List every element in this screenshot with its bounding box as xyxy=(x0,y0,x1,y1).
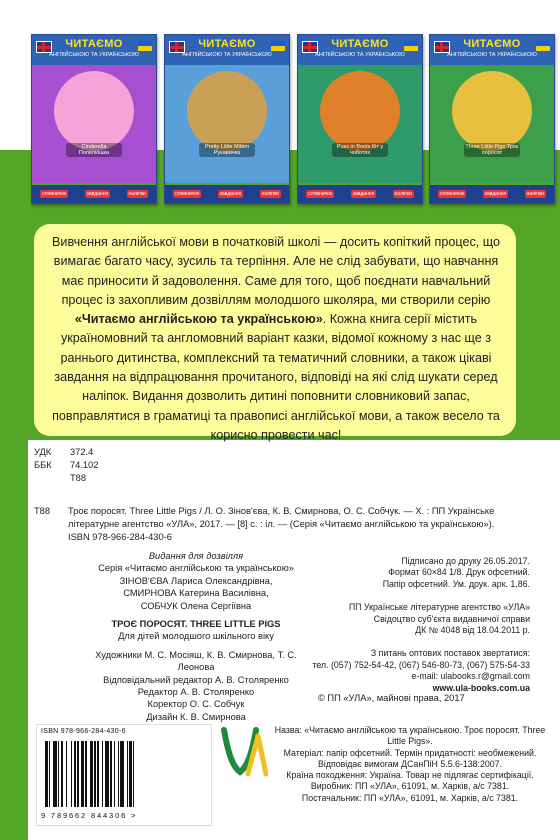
udk-row: УДК 372.4 xyxy=(34,447,94,457)
ua-flag-icon xyxy=(271,41,285,51)
cover-title: ЧИТАЄМО xyxy=(65,38,123,50)
cover-subtitle: АНГЛІЙСЬКОЮ ТА УКРАЇНСЬКОЮ xyxy=(315,52,405,58)
cover-tabs: словничок завдання наліпки xyxy=(165,185,289,203)
cover-illustration xyxy=(320,71,400,151)
series-name: «Читаємо англійською та українською» xyxy=(74,312,323,327)
book-cover xyxy=(429,34,555,204)
ua-flag-icon xyxy=(404,41,418,51)
cover-story-name: Cinderella Попелюшка xyxy=(66,143,122,157)
barcode xyxy=(36,724,212,826)
book-cover xyxy=(164,34,290,204)
cover-story-name: Three Little Pigs Троє поросят xyxy=(465,144,519,156)
cover-title: ЧИТАЄМО xyxy=(463,38,521,50)
intro-text: Вивчення англійської мови в початковій школі — досить копіткий процес, що вимагає багато часу, зусиль та терпіння. Але не слід забувати, що навчання має приносити й задоволення. Саме для того, щоб поєднати навчальний процес із захопливим дозвіллям молодшого школяра, ми створили серію «Читаємо англійською та українською». Кожна книга серії містить україномовний та англомовний варіант казки, відомої кожному з нас ще з раннього дитинства, комплексний та тематичний словники, а також цікаві завдання на відпрацювання прочитаного, відповіді на які слід шукати серед наліпок. Видання дозволить дитині поповнити словниковий запас, повправлятися в граматиці та правописі англійської мови, а також весело та корисно провести час! xyxy=(52,235,500,442)
ua-flag-icon xyxy=(138,41,152,51)
edition-title: ТРОЄ ПОРОСЯТ. THREE LITTLE PIGS xyxy=(111,619,281,630)
cover-illustration xyxy=(187,71,267,151)
book-cover xyxy=(31,34,157,204)
biblio-text: Троє поросят. Three Little Pigs / Л. О. Зінов'єва, К. В. Смирнова, О. С. Собчук. — Х. : ПП Українське літературне агентство «УЛА», 2017. — [8] с. : іл. — (Серія «Читаємо англійською та українською»). ISBN 978-966-284-430-6 xyxy=(68,505,516,544)
cover-title: ЧИТАЄМО xyxy=(198,38,256,50)
cover-subtitle: АНГЛІЙСЬКОЮ ТА УКРАЇНСЬКОЮ xyxy=(447,52,537,58)
barcode-digits: 9 789662 844306 > xyxy=(41,811,138,820)
edition-info: Видання для дозвілля Серія «Читаємо англійською та українською» ЗІНОВ'ЄВА Лариса Олександрівна, СМИРНОВА Катерина Василівна, СОБЧУК Олена Сергіївна ТРОЄ ПОРОСЯТ. THREE LITTLE PIGS Для дітей молодшого шкільного віку Художники М. С. Мосіяш, К. В. Смирнова, Т. С. Леонова Відповідальний редактор А. В. Столяренко Редактор А. В. Столяренко Коректор О. С. Собчук Дизайн К. В. Смирнова xyxy=(82,550,310,723)
cover-tabs: словничок завдання наліпки xyxy=(298,185,422,203)
cover-tabs: словничок завдання наліпки xyxy=(430,185,554,203)
barcode-isbn: ISBN 978-966-284-430-6 xyxy=(41,728,126,735)
cover-subtitle: АНГЛІЙСЬКОЮ ТА УКРАЇНСЬКОЮ xyxy=(182,52,272,58)
cover-subtitle: АНГЛІЙСЬКОЮ ТА УКРАЇНСЬКОЮ xyxy=(49,52,139,58)
biblio-isbn: ISBN 978-966-284-430-6 xyxy=(68,532,172,542)
copyright: © ПП «УЛА», майнові права, 2017 xyxy=(318,693,465,703)
cover-illustration xyxy=(54,71,134,151)
cover-story-name: Puss in Boots Кіт у чоботях xyxy=(332,143,388,157)
catalog-codes xyxy=(34,446,106,485)
cover-title: ЧИТАЄМО xyxy=(331,38,389,50)
cover-tabs: словничок завдання наліпки xyxy=(32,185,156,203)
barcode-bars xyxy=(45,741,205,807)
print-info: Підписано до друку 26.05.2017. Формат 60×84 1/8. Друк офсетний. Папір офсетний. Ум. друк. арк. 1,86. ПП Українське літературне агентство «УЛА» Свідоцтво суб'єкта видавничої справи ДК № 4048 від 18.04.2011 р. З питань оптових поставок звертатися: тел. (057) 752-54-42, (067) 546-80-73, (067) 575-54-33 e-mail: ulabooks.r@gmail.com www.ula-books.com.ua xyxy=(312,556,530,693)
ula-logo-icon xyxy=(218,722,268,782)
intro-panel xyxy=(34,224,516,442)
cover-illustration xyxy=(452,71,532,151)
product-info: Назва: «Читаємо англійською та українською. Троє поросят. Three Little Pigs». Матеріал: папір офсетний. Термін придатності: необмежений. Відповідає вимогам ДСанПіН 5.5.6-138:2007. Країна походження: Україна. Товар не підлягає сертифікації. Виробник: ПП «УЛА», 61091, м. Харків, а/с 7381. Постачальник: ПП «УЛА», 61091, м. Харків, а/с 7381. xyxy=(274,725,546,803)
publisher-site[interactable]: www.ula-books.com.ua xyxy=(432,682,530,693)
cover-story-name: Pretty Little Mitten Рукавичка xyxy=(199,143,255,157)
bbk-row: ББК 74.102 xyxy=(34,460,99,470)
biblio-code: Т88 xyxy=(34,506,51,516)
ua-flag-icon xyxy=(536,41,550,51)
t88-row: Т88 xyxy=(70,473,87,483)
book-cover xyxy=(297,34,423,204)
